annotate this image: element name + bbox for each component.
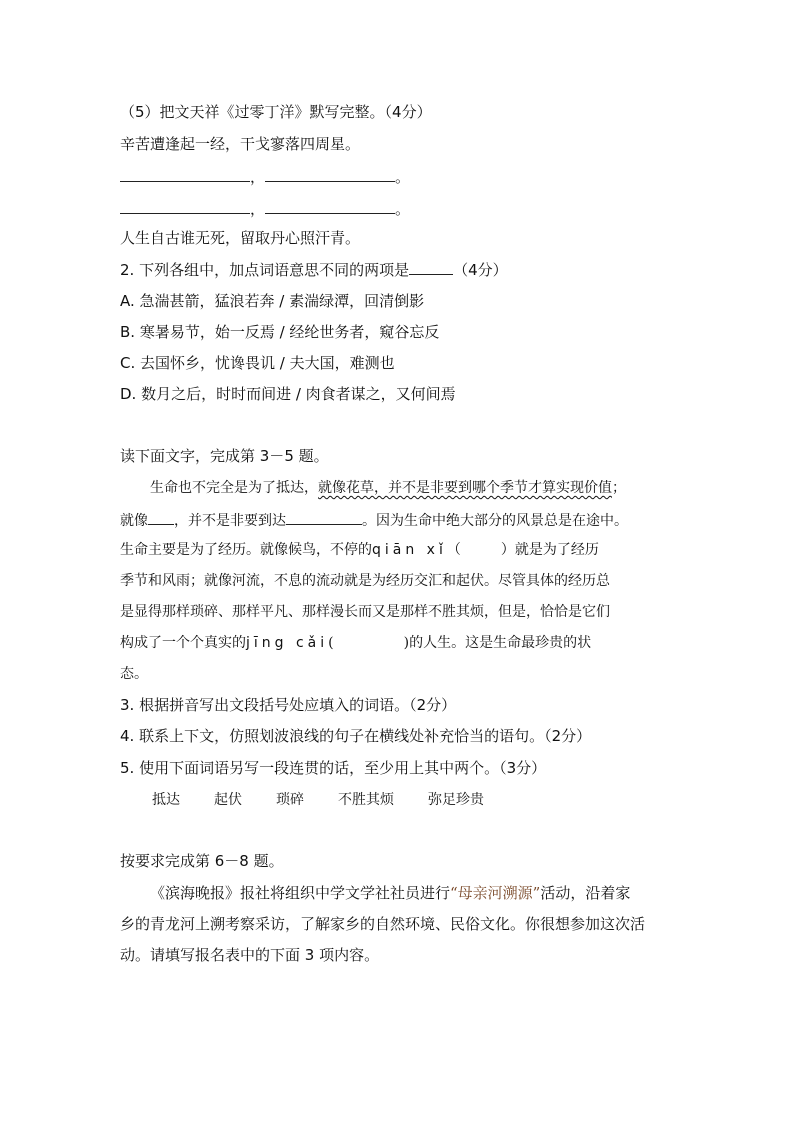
poem-blank-2[interactable] xyxy=(265,166,395,182)
passage-line-2: 就像 ，并不是非要到达 。因为生命中绝大部分的风景总是在途中。 xyxy=(120,509,628,531)
section3-intro: 按要求完成第 6－8 题。 xyxy=(120,852,284,870)
q2-answer-blank[interactable] xyxy=(409,259,453,275)
word-item: 不胜其烦 xyxy=(338,792,394,808)
word-item: 弥足珍贵 xyxy=(428,792,484,808)
poem-blank-3[interactable] xyxy=(120,198,250,214)
poem-blank-row-1: ， 。 xyxy=(120,166,410,187)
poem-last-line: 人生自古谁无死，留取丹心照汗青。 xyxy=(120,229,361,247)
word-item: 琐碎 xyxy=(276,792,304,808)
q2-option-d: D. 数月之后，时时而间进 / 肉食者谋之，又何间焉 xyxy=(120,385,456,403)
passage-blank-1[interactable] xyxy=(148,509,174,525)
poem-blank-4[interactable] xyxy=(265,198,395,214)
passage-line-4: 季节和风雨；就像河流，不息的流动就是为经历交汇和起伏。尽管具体的经历总 xyxy=(120,573,610,589)
poem-blank-1[interactable] xyxy=(120,166,250,182)
q2-option-b: B. 寒暑易节，始一反焉 / 经纶世务者，窥谷忘反 xyxy=(120,323,440,341)
q1-5-header: （5）把文天祥《过零丁洋》默写完整。（4分） xyxy=(120,103,432,121)
word-item: 抵达 xyxy=(152,792,180,808)
passage-line-5: 是显得那样琐碎、那样平凡、那样漫长而又是那样不胜其烦，但是，恰恰是它们 xyxy=(120,604,610,620)
pinyin-jingcai: jīng cǎi xyxy=(246,635,329,651)
q2-option-a: A. 急湍甚箭，猛浪若奔 / 素湍绿潭，回清倒影 xyxy=(120,292,425,310)
question-3: 3. 根据拼音写出文段括号处应填入的词语。（2分） xyxy=(120,696,457,714)
poem-blank-row-2: ， 。 xyxy=(120,198,410,219)
pinyin-qianxi: qiān xǐ xyxy=(372,542,447,558)
reading-intro: 读下面文字，完成第 3－5 题。 xyxy=(120,447,329,465)
section3-line-3: 动。请填写报名表中的下面 3 项内容。 xyxy=(120,946,380,964)
passage-line-7: 态。 xyxy=(120,666,148,682)
poem-line-1: 辛苦遭逢起一经，干戈寥落四周星。 xyxy=(120,135,361,153)
word-list xyxy=(152,790,484,810)
q2-option-c: C. 去国怀乡，忧谗畏讥 / 夫大国，难测也 xyxy=(120,354,395,372)
passage-blank-2[interactable] xyxy=(286,509,362,525)
passage-line-6: 构成了一个个真实的jīng cǎi( )的人生。这是生命最珍贵的状 xyxy=(120,635,592,651)
passage-line-1: 生命也不完全是为了抵达，就像花草，并不是非要到哪个季节才算实现价值； xyxy=(150,480,626,496)
q2-stem: 2. 下列各组中，加点词语意思不同的两项是 （4分） xyxy=(120,261,508,279)
section3-line-2: 乡的青龙河上溯考察采访，了解家乡的自然环境、民俗文化。你很想参加这次活 xyxy=(120,915,646,933)
word-item: 起伏 xyxy=(214,792,242,808)
question-4: 4. 联系上下文，仿照划波浪线的句子在横线处补充恰当的语句。（2分） xyxy=(120,727,592,745)
question-5: 5. 使用下面词语另写一段连贯的话，至少用上其中两个。（3分） xyxy=(120,759,547,777)
wavy-sentence: 就像花草，并不是非要到哪个季节才算实现价值 xyxy=(318,480,612,496)
activity-name-quote: “母亲河溯源” xyxy=(450,884,541,902)
passage-line-3: 生命主要是为了经历。就像候鸟，不停的qiān xǐ（ ）就是为了经历 xyxy=(120,542,599,558)
section3-line-1: 《滨海晚报》报社将组织中学文学社社员进行“母亲河溯源”活动，沿着家 xyxy=(150,884,631,902)
